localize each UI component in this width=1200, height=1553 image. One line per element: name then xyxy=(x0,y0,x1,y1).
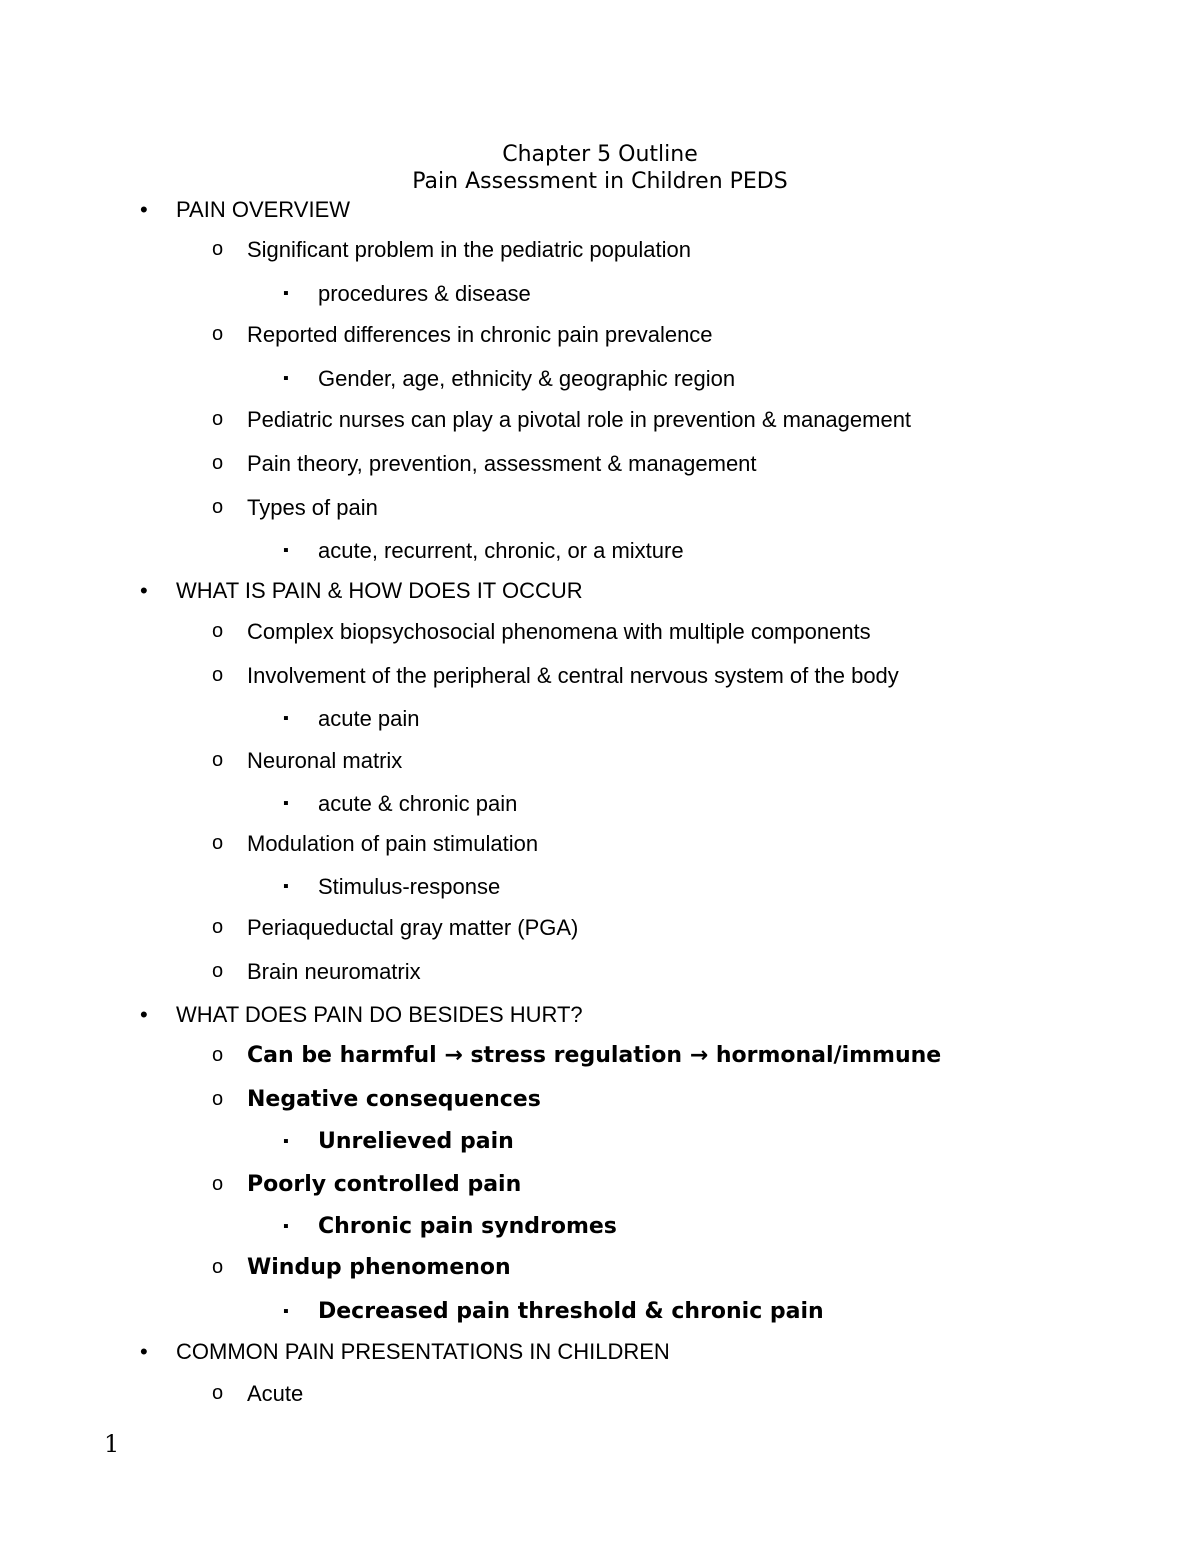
outline-marker-level2: ▪ xyxy=(283,285,289,302)
outline-marker-level2: ▪ xyxy=(283,370,289,387)
outline-item-level1: Significant problem in the pediatric population xyxy=(247,237,691,262)
outline-item-level1: Modulation of pain stimulation xyxy=(247,831,539,856)
outline-marker-level1: o xyxy=(212,238,224,260)
outline-item-level2: Chronic pain syndromes xyxy=(318,1214,617,1239)
outline-marker-level1: o xyxy=(212,1173,224,1195)
outline-marker-level2: ▪ xyxy=(283,1218,289,1235)
outline-marker-level1: o xyxy=(212,960,224,982)
outline-marker-level2: ▪ xyxy=(283,1303,289,1320)
outline-item-level2: acute pain xyxy=(318,706,420,731)
outline-item-level2: procedures & disease xyxy=(318,281,531,306)
outline-item-level1: Acute xyxy=(247,1381,304,1406)
outline-item-level2: Decreased pain threshold & chronic pain xyxy=(318,1299,824,1324)
document-title: Chapter 5 Outline xyxy=(502,142,698,167)
outline-item-level0: WHAT DOES PAIN DO BESIDES HURT? xyxy=(176,1002,583,1027)
outline-item-level2: Stimulus-response xyxy=(318,874,501,899)
outline-marker-level1: o xyxy=(212,408,224,430)
outline-marker-level1: o xyxy=(212,496,224,518)
outline-marker-level2: ▪ xyxy=(283,795,289,812)
outline-marker-level1: o xyxy=(212,323,224,345)
outline-marker-level1: o xyxy=(212,916,224,938)
document-subtitle: Pain Assessment in Children PEDS xyxy=(412,169,788,194)
outline-item-level1: Types of pain xyxy=(247,495,378,520)
outline-item-level1: Pain theory, prevention, assessment & management xyxy=(247,451,757,476)
outline-item-level1: Windup phenomenon xyxy=(247,1255,511,1280)
outline-item-level2: Unrelieved pain xyxy=(318,1129,514,1154)
outline-item-level1: Periaqueductal gray matter (PGA) xyxy=(247,915,579,940)
outline-item-level0: WHAT IS PAIN & HOW DOES IT OCCUR xyxy=(176,578,583,603)
outline-item-level1: Poorly controlled pain xyxy=(247,1172,522,1197)
outline-item-level1: Pediatric nurses can play a pivotal role in prevention & management xyxy=(247,407,912,432)
outline-marker-level1: o xyxy=(212,832,224,854)
outline-item-level0: PAIN OVERVIEW xyxy=(176,197,351,222)
outline-item-level1: Neuronal matrix xyxy=(247,748,403,773)
page-number: 1 xyxy=(104,1430,120,1458)
outline-item-level2: Gender, age, ethnicity & geographic region xyxy=(318,366,736,391)
outline-item-level1: Brain neuromatrix xyxy=(247,959,421,984)
outline-marker-level1: o xyxy=(212,1088,224,1110)
outline-item-level1: Involvement of the peripheral & central nervous system of the body xyxy=(247,663,899,688)
outline-item-level0: COMMON PAIN PRESENTATIONS IN CHILDREN xyxy=(176,1339,670,1364)
outline-marker-level0: • xyxy=(140,1002,148,1027)
outline-marker-level1: o xyxy=(212,620,224,642)
outline-marker-level2: ▪ xyxy=(283,542,289,559)
outline-item-level2: acute, recurrent, chronic, or a mixture xyxy=(318,538,684,563)
outline-marker-level1: o xyxy=(212,1044,224,1066)
outline-item-level1: Negative consequences xyxy=(247,1087,541,1112)
outline-item-level1: Reported differences in chronic pain prevalence xyxy=(247,322,713,347)
outline-marker-level1: o xyxy=(212,749,224,771)
outline-marker-level2: ▪ xyxy=(283,878,289,895)
outline-marker-level0: • xyxy=(140,578,148,603)
outline-marker-level1: o xyxy=(212,1382,224,1404)
outline-item-level2: acute & chronic pain xyxy=(318,791,518,816)
outline-marker-level0: • xyxy=(140,197,148,222)
outline-marker-level2: ▪ xyxy=(283,710,289,727)
outline-item-level1: Can be harmful → stress regulation → hormonal/immune xyxy=(247,1043,942,1068)
outline-marker-level1: o xyxy=(212,1256,224,1278)
outline-marker-level2: ▪ xyxy=(283,1133,289,1150)
outline-item-level1: Complex biopsychosocial phenomena with multiple components xyxy=(247,619,871,644)
outline-marker-level0: • xyxy=(140,1339,148,1364)
outline-marker-level1: o xyxy=(212,452,224,474)
outline-marker-level1: o xyxy=(212,664,224,686)
